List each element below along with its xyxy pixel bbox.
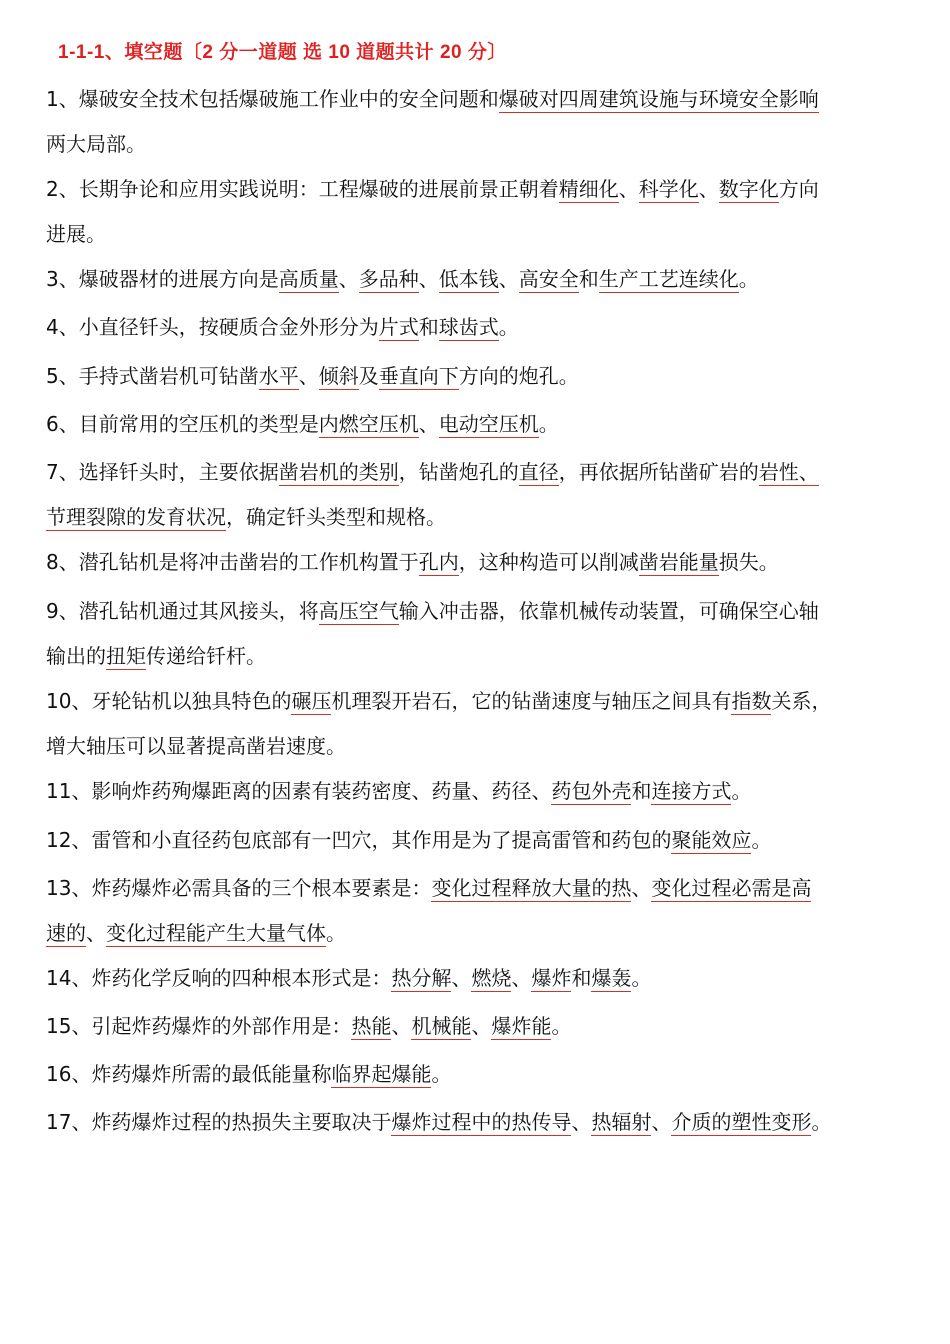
question-11 [46,769,916,814]
question-line [46,1004,916,1049]
question-text: 传递给钎杆。 [146,644,266,668]
question-line [46,402,916,447]
answer-blank: 指数 [731,689,772,713]
question-text: 。 [751,828,772,852]
answer-blank: 热能 [351,1014,392,1038]
question-text: 进展。 [46,222,106,246]
question-text: 关系， [771,689,832,713]
question-line [46,122,916,167]
question-line [46,679,916,724]
answer-blank: 高安全 [518,267,579,291]
question-line [46,589,916,634]
question-text: ，再依据所钻凿矿岩的 [558,460,759,484]
question-line [46,257,916,302]
question-text: 17、炸药爆炸过程的热损失主要取决于 [46,1110,392,1134]
answer-blank: 热分解 [391,966,452,990]
question-text: 、 [698,177,719,201]
answer-blank: 内燃空压机 [318,412,419,436]
question-text: 。 [738,267,759,291]
question-text: 、 [631,876,652,900]
section-heading: 1-1-1、填空题〔2 分一道题 选 10 道题共计 20 分〕 [58,42,507,63]
question-text: 两大局部。 [46,132,146,156]
question-text: 2、长期争论和应用实践说明：工程爆破的进展前景正朝着 [46,177,559,201]
question-line [46,167,916,212]
question-text: 6、目前常用的空压机的类型是 [46,412,319,436]
answer-blank: 垂直向下 [378,364,459,388]
question-text: 、 [86,921,106,945]
question-text: ，确定钎头类型和规格。 [226,505,446,529]
question-line [46,212,916,257]
answer-blank: 水平 [258,364,299,388]
answer-blank: 多品种 [358,267,419,291]
question-12 [46,818,916,863]
question-text: 、 [618,177,639,201]
question-text: 10、牙轮钻机以独具特色的 [46,689,292,713]
answer-blank: 数字化 [718,177,779,201]
answer-blank: 岩性、 [758,460,819,484]
question-text: 、 [498,267,519,291]
question-1 [46,77,916,167]
question-text: 。 [811,1110,832,1134]
question-text: 、 [418,267,439,291]
question-text: 、 [651,1110,672,1134]
answer-blank: 聚能效应 [671,828,752,852]
answer-blank: 孔内 [418,550,459,574]
question-text: 15、引起炸药爆炸的外部作用是： [46,1014,352,1038]
question-line [46,956,916,1001]
answer-blank: 机械能 [411,1014,472,1038]
answer-blank: 球齿式 [438,315,499,339]
question-3 [46,257,916,302]
question-text: 。 [551,1014,572,1038]
answer-blank: 科学化 [638,177,699,201]
answer-blank: 生产工艺连续化 [598,267,739,291]
question-text: 5、手持式凿岩机可钻凿 [46,364,259,388]
question-line [46,305,916,350]
question-line [46,866,916,911]
question-text: 方向的炮孔。 [458,364,579,388]
question-6 [46,402,916,447]
answer-blank: 变化过程能产生大量气体 [106,921,326,945]
question-line [46,450,916,495]
question-text: 、 [571,1110,592,1134]
answer-blank: 爆炸过程中的热传导 [391,1110,572,1134]
question-text: 、 [451,966,472,990]
question-text: 1、爆破安全技术包括爆破施工作业中的安全问题和 [46,87,499,111]
question-text: 。 [631,966,652,990]
question-text: 、 [391,1014,412,1038]
question-text: 14、炸药化学反响的四种根本形式是： [46,966,392,990]
question-text: 9、潜孔钻机通过其风接头，将 [46,599,319,623]
question-17 [46,1100,916,1145]
answer-blank: 凿岩能量 [638,550,719,574]
question-text: 。 [731,779,752,803]
answer-blank: 倾斜 [318,364,359,388]
question-9 [46,589,916,679]
answer-blank: 精细化 [558,177,619,201]
question-text: 3、爆破器材的进展方向是 [46,267,279,291]
question-line [46,1052,916,1097]
question-text: 12、雷管和小直径药包底部有一凹穴，其作用是为了提高雷管和药包的 [46,828,672,852]
answer-blank: 爆炸 [531,966,572,990]
answer-blank: 药包外壳 [551,779,632,803]
question-line [46,354,916,399]
answer-blank: 片式 [378,315,419,339]
question-text: 增大轴压可以显著提高凿岩速度。 [46,734,346,758]
question-10 [46,679,916,769]
question-13 [46,866,916,956]
answer-blank: 变化过程必需是高 [651,876,812,900]
question-text: 及 [358,364,379,388]
question-line [46,769,916,814]
question-text: ，钻凿炮孔的 [398,460,519,484]
question-text: 、 [298,364,319,388]
question-text: 。 [498,315,519,339]
answer-blank: 介质的塑性变形 [671,1110,812,1134]
question-text: 。 [326,921,346,945]
answer-blank: 连接方式 [651,779,732,803]
question-text: 13、炸药爆炸必需具备的三个根本要素是： [46,876,432,900]
answer-blank: 燃烧 [471,966,512,990]
answer-blank: 直径 [518,460,559,484]
question-line [46,540,916,585]
answer-blank: 高压空气 [318,599,399,623]
question-5 [46,354,916,399]
question-text: 8、潜孔钻机是将冲击凿岩的工作机构置于 [46,550,419,574]
question-text: 方向 [778,177,819,201]
answer-blank: 临界起爆能 [331,1062,432,1086]
question-text: 11、影响炸药殉爆距离的因素有装药密度、药量、药径、 [46,779,552,803]
question-line [46,634,916,679]
question-16 [46,1052,916,1097]
question-text: 、 [338,267,359,291]
question-line [46,495,916,540]
answer-blank: 碾压 [291,689,332,713]
answer-blank: 爆轰 [591,966,632,990]
answer-blank: 凿岩机的类别 [278,460,399,484]
answer-blank: 变化过程释放大量的热 [431,876,632,900]
question-text: 和 [571,966,592,990]
question-8 [46,540,916,585]
question-text: 、 [471,1014,492,1038]
question-line [46,1100,916,1145]
question-line [46,911,916,956]
answer-blank: 爆炸能 [491,1014,552,1038]
answer-blank: 低本钱 [438,267,499,291]
question-text: 机理裂开岩石，它的钻凿速度与轴压之间具有 [331,689,732,713]
question-15 [46,1004,916,1049]
question-text: 输出的 [46,644,106,668]
question-text: 。 [431,1062,452,1086]
question-2 [46,167,916,257]
answer-blank: 爆破对四周建筑设施与环境安全影响 [498,87,819,111]
question-text: 输入冲击器，依靠机械传动装置，可确保空心轴 [398,599,819,623]
question-text: 、 [511,966,532,990]
question-text: 和 [418,315,439,339]
question-text: 4、小直径钎头，按硬质合金外形分为 [46,315,379,339]
question-text: 16、炸药爆炸所需的最低能量称 [46,1062,332,1086]
question-text: 、 [418,412,439,436]
question-text: 损失。 [718,550,779,574]
question-text: 7、选择钎头时，主要依据 [46,460,279,484]
question-7 [46,450,916,540]
answer-blank: 电动空压机 [438,412,539,436]
question-text: 和 [631,779,652,803]
question-text: 和 [578,267,599,291]
question-line [46,77,916,122]
question-line [46,724,916,769]
question-4 [46,305,916,350]
answer-blank: 高质量 [278,267,339,291]
answer-blank: 扭矩 [106,644,146,668]
answer-blank: 节理裂隙的发育状况 [46,505,226,529]
question-14 [46,956,916,1001]
answer-blank: 热辐射 [591,1110,652,1134]
question-text: 。 [538,412,559,436]
answer-blank: 速的 [46,921,86,945]
question-line [46,818,916,863]
question-text: ，这种构造可以削减 [458,550,639,574]
